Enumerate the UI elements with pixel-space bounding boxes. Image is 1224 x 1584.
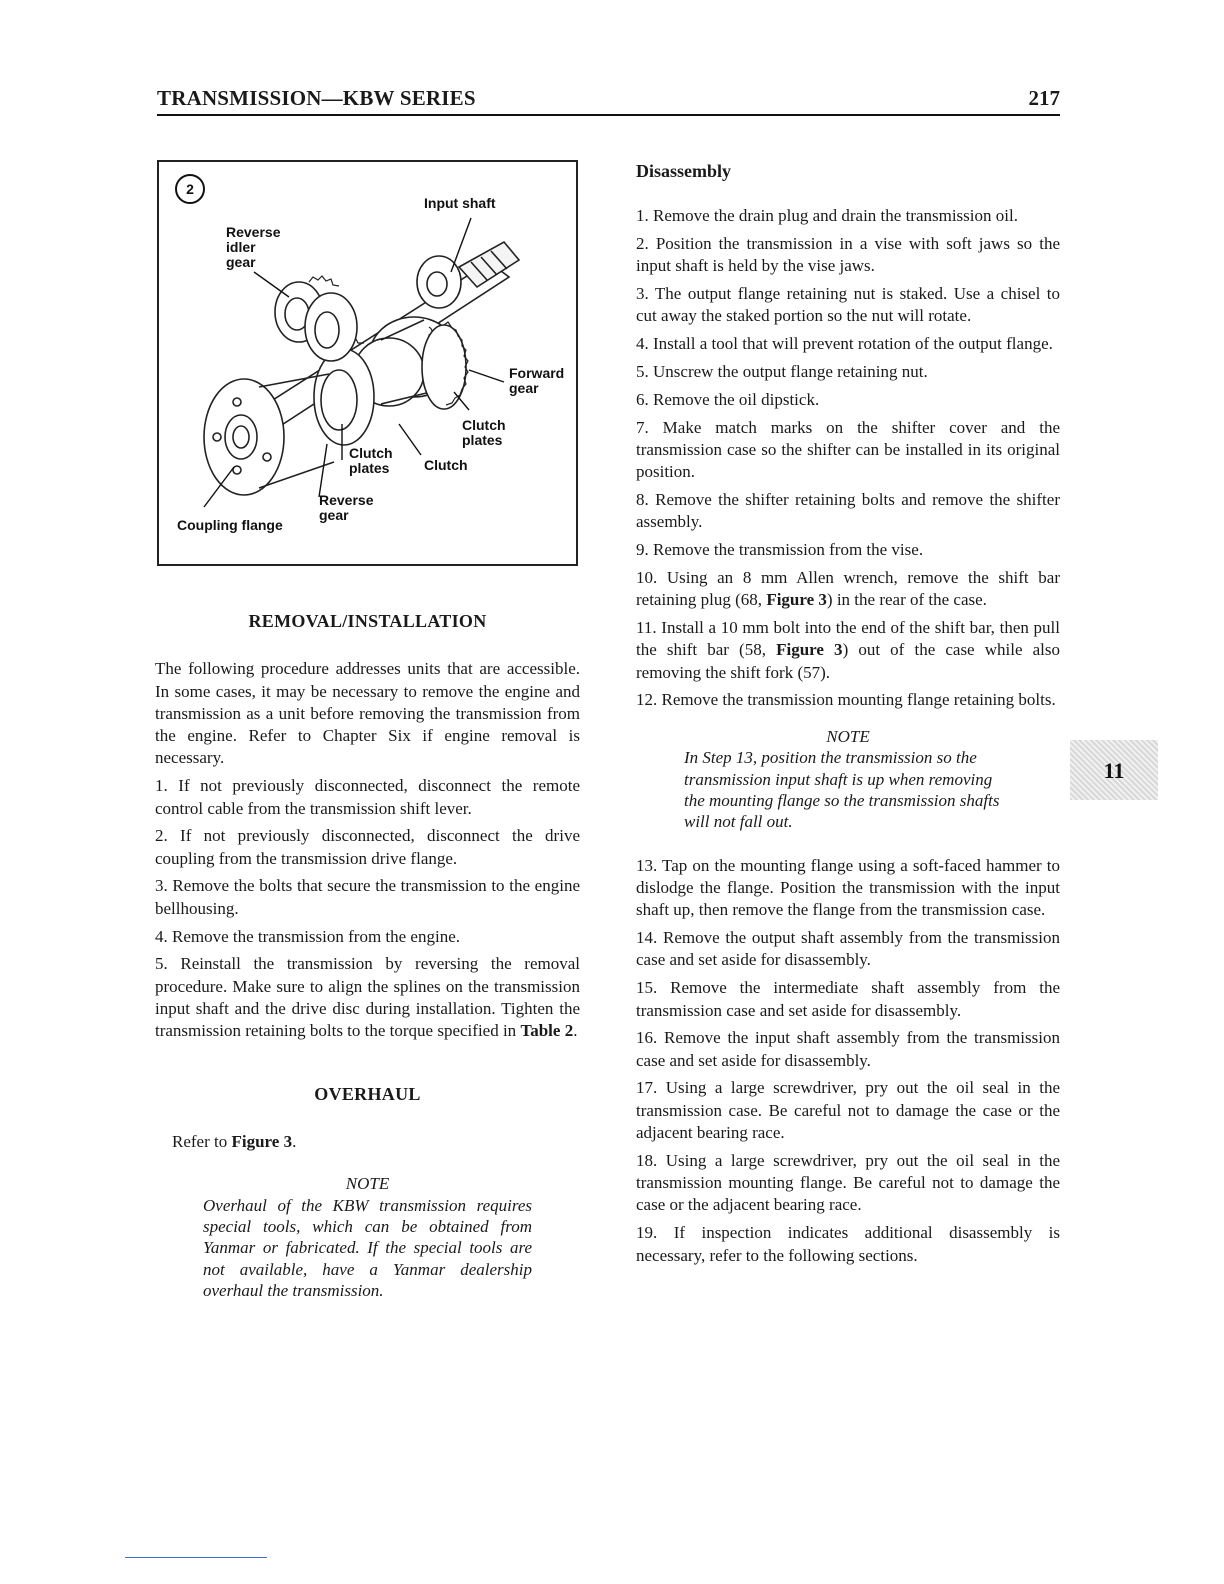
refer-text: Refer to: [172, 1131, 232, 1151]
disassembly-step-14: 14. Remove the output shaft assembly from the transmission case and set aside for disassembly.: [636, 928, 1060, 970]
disassembly-steps-13-19: [636, 855, 1060, 1267]
gear-assembly-illustration: [159, 162, 580, 568]
label-reverse-idler-2: idler: [226, 239, 256, 255]
forward-gear: [422, 322, 468, 409]
label-clutch: Clutch: [424, 457, 468, 473]
left-column: [155, 610, 580, 1302]
step-11-end: ) out of the case while also removing the shift fork (57).: [636, 640, 1060, 682]
note-title: NOTE: [345, 1174, 390, 1194]
figure-2-transmission-diagram: [157, 160, 578, 566]
note-text: In Step 13, position the transmission so the transmission input shaft is up when removing the mounting flange so the transmission shafts will not fall out.: [684, 748, 1000, 832]
disassembly-step-15: 15. Remove the intermediate shaft assembly from the transmission case and set aside for disassembly.: [636, 978, 1060, 1020]
table-2-reference: Table 2: [520, 1021, 574, 1041]
disassembly-steps-1-9: [636, 205, 1060, 561]
step-10-figure-ref: Figure 3: [766, 590, 827, 610]
disassembly-step-11: [636, 617, 1060, 684]
disassembly-step-17: 17. Using a large screwdriver, pry out the oil seal in the transmission case. Be careful not to damage the case or the adjacent bearing race.: [636, 1078, 1060, 1143]
refer-end: .: [292, 1131, 297, 1151]
reverse-idler-gear: [275, 276, 357, 361]
note-text: Overhaul of the KBW transmission requires special tools, which can be obtained from Yanmar or fabricated. If the special tools are not available, have a Yanmar dealership overhaul the transmission.: [203, 1195, 532, 1301]
chapter-tab-number: 11: [1103, 758, 1125, 783]
right-column: [636, 160, 1060, 1272]
label-reverse-gear-1: Reverse: [319, 492, 374, 508]
disassembly-step-12: 12. Remove the transmission mounting flange retaining bolts.: [636, 690, 1056, 710]
bottom-rule: [125, 1557, 267, 1558]
chapter-tab: [1070, 740, 1158, 800]
removal-step-1: 1. If not previously disconnected, disconnect the remote control cable from the transmission shift lever.: [155, 776, 580, 818]
disassembly-step-18: 18. Using a large screwdriver, pry out the oil seal in the transmission mounting flange. Be careful not to damage the case or the adjacent bearing race.: [636, 1150, 1060, 1215]
figure-number: 2: [186, 181, 194, 197]
page-number: 217: [1028, 86, 1060, 110]
step-11-text: 11. Install a 10 mm bolt into the end of the shift bar, then pull the shift bar (58,: [636, 618, 1060, 660]
removal-step-5-end: .: [573, 1021, 578, 1041]
removal-step-4: 4. Remove the transmission from the engine.: [155, 926, 460, 946]
removal-step-2: 2. If not previously disconnected, disconnect the drive coupling from the transmission drive flange.: [155, 826, 580, 868]
disassembly-step-16: 16. Remove the input shaft assembly from the transmission case and set aside for disassembly.: [636, 1028, 1060, 1070]
step-10-text: 10. Using an 8 mm Allen wrench, remove the shift bar retaining plug (68,: [636, 567, 1060, 610]
running-title: TRANSMISSION—KBW SERIES: [157, 86, 476, 110]
disassembly-heading: Disassembly: [636, 161, 732, 181]
disassembly-step-4: 4. Install a tool that will prevent rotation of the output flange.: [636, 334, 1053, 354]
label-clutch-plates-left-1: Clutch: [349, 445, 393, 461]
step-10-end: ) in the rear of the case.: [826, 590, 987, 610]
disassembly-step-8: 8. Remove the shifter retaining bolts and remove the shifter assembly.: [636, 490, 1060, 532]
disassembly-step-2: 2. Position the transmission in a vise with soft jaws so the input shaft is held by the vise jaws.: [636, 234, 1060, 276]
overhaul-heading: OVERHAUL: [314, 1083, 421, 1104]
disassembly-step-3: 3. The output flange retaining nut is staked. Use a chisel to cut away the staked portion so the nut will rotate.: [636, 284, 1060, 326]
removal-step-5-text: 5. Reinstall the transmission by reversing the removal procedure. Make sure to align the splines on the transmission input shaft and the drive disc during installation. Tighten the transmission retaining bolts to the torque specified in: [155, 954, 580, 1041]
disassembly-note: [684, 726, 1012, 833]
label-coupling-flange: Coupling flange: [177, 517, 283, 533]
figure-3-reference: Figure 3: [231, 1131, 293, 1151]
page-header: [157, 86, 1060, 116]
label-input-shaft: Input shaft: [424, 195, 496, 211]
label-clutch-plates-right-2: plates: [462, 432, 503, 448]
label-clutch-plates-right-1: Clutch: [462, 417, 506, 433]
label-reverse-gear-2: gear: [319, 507, 349, 523]
label-clutch-plates-left-2: plates: [349, 460, 390, 476]
label-forward-gear-2: gear: [509, 380, 539, 396]
disassembly-step-9: 9. Remove the transmission from the vise.: [636, 540, 924, 560]
step-11-figure-ref: Figure 3: [776, 640, 843, 660]
removal-installation-heading: REMOVAL/INSTALLATION: [248, 611, 487, 631]
label-forward-gear-1: Forward: [509, 365, 565, 381]
disassembly-step-1: 1. Remove the drain plug and drain the transmission oil.: [636, 206, 1018, 226]
disassembly-step-7: 7. Make match marks on the shifter cover and the transmission case so the shifter can be installed in its original position.: [636, 417, 1060, 482]
disassembly-step-19: 19. If inspection indicates additional disassembly is necessary, refer to the following sections.: [636, 1223, 1060, 1265]
overhaul-note: [203, 1173, 532, 1301]
removal-intro-paragraph: The following procedure addresses units that are accessible. In some cases, it may be necessary to remove the engine and transmission as a unit before removing the transmission from the engine. Refer to Chapter Six if engine removal is necessary.: [155, 659, 580, 768]
disassembly-step-5: 5. Unscrew the output flange retaining nut.: [636, 362, 928, 382]
removal-step-3: 3. Remove the bolts that secure the transmission to the engine bellhousing.: [155, 876, 580, 918]
overhaul-refer-line: [172, 1131, 580, 1153]
label-reverse-idler-3: gear: [226, 254, 256, 270]
disassembly-step-10: [636, 567, 1060, 612]
disassembly-step-13: 13. Tap on the mounting flange using a soft-faced hammer to dislodge the flange. Position the transmission with the input shaft up, then remove the flange from the transmission case.: [636, 855, 1060, 920]
label-reverse-idler-1: Reverse: [226, 224, 281, 240]
note-title: NOTE: [826, 726, 870, 746]
disassembly-step-6: 6. Remove the oil dipstick.: [636, 389, 820, 409]
removal-step-5: [155, 953, 580, 1042]
